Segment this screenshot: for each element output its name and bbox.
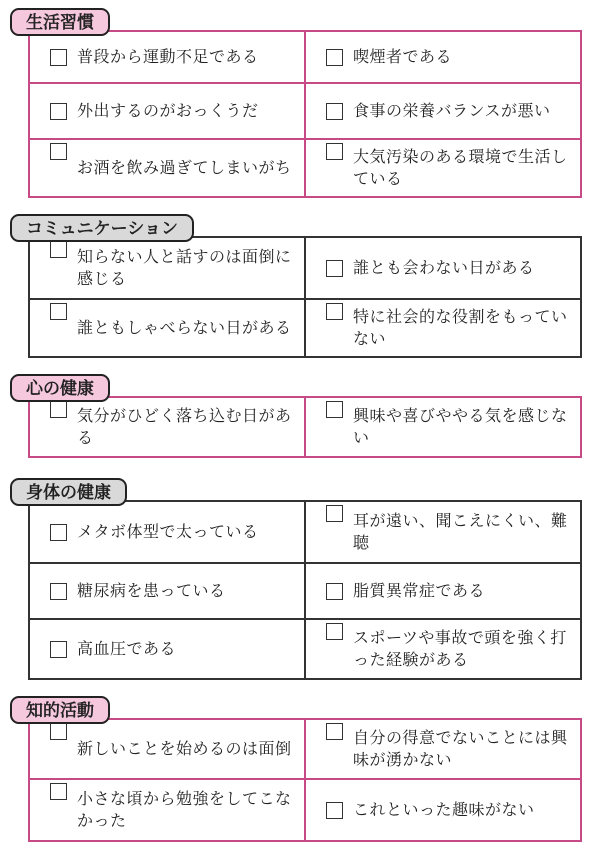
checklist-item[interactable]: 喫煙者である	[306, 32, 582, 84]
checklist-grid	[28, 236, 582, 358]
checklist-item[interactable]: メタボ体型で太っている	[30, 502, 306, 564]
checklist-item[interactable]: 糖尿病を患っている	[30, 564, 306, 620]
checkbox-icon[interactable]	[326, 623, 343, 640]
checkbox-icon[interactable]	[50, 303, 67, 320]
checkbox-icon[interactable]	[326, 143, 343, 160]
checklist-grid	[28, 500, 582, 680]
checklist-item[interactable]: 自分の得意でないことには興味が湧かない	[306, 720, 582, 780]
checkbox-icon[interactable]	[326, 260, 343, 277]
checkbox-icon[interactable]	[326, 49, 343, 66]
checkbox-icon[interactable]	[326, 401, 343, 418]
checkbox-icon[interactable]	[50, 241, 67, 258]
checklist-grid	[28, 30, 582, 198]
checklist-item[interactable]: 食事の栄養バランスが悪い	[306, 84, 582, 140]
checkbox-icon[interactable]	[50, 723, 67, 740]
checklist-item[interactable]: 小さな頃から勉強をしてこなかった	[30, 780, 306, 842]
checkbox-icon[interactable]	[326, 505, 343, 522]
checkbox-icon[interactable]	[50, 143, 67, 160]
checklist-item[interactable]: これといった趣味がない	[306, 780, 582, 842]
checklist-grid	[28, 718, 582, 842]
checklist-item[interactable]: 大気汚染のある環境で生活している	[306, 140, 582, 198]
section-title: 身体の健康	[10, 478, 127, 506]
checkbox-icon[interactable]	[50, 49, 67, 66]
checklist-item[interactable]: 脂質異常症である	[306, 564, 582, 620]
section-title: 心の健康	[10, 374, 110, 402]
checklist-item[interactable]: 高血圧である	[30, 620, 306, 680]
checkbox-icon[interactable]	[50, 524, 67, 541]
checklist-item[interactable]: 興味や喜びややる気を感じない	[306, 398, 582, 458]
checkbox-icon[interactable]	[50, 783, 67, 800]
checklist-item[interactable]: 新しいことを始めるのは面倒	[30, 720, 306, 780]
checklist-item[interactable]: スポーツや事故で頭を強く打った経験がある	[306, 620, 582, 680]
section-title: 生活習慣	[10, 8, 110, 36]
checklist-item[interactable]: お酒を飲み過ぎてしまいがち	[30, 140, 306, 198]
checkbox-icon[interactable]	[50, 103, 67, 120]
checkbox-icon[interactable]	[326, 103, 343, 120]
checklist-item[interactable]: 耳が遠い、聞こえにくい、難聴	[306, 502, 582, 564]
checklist-item[interactable]: 外出するのがおっくうだ	[30, 84, 306, 140]
checkbox-icon[interactable]	[50, 583, 67, 600]
checklist-item[interactable]: 誰とも会わない日がある	[306, 238, 582, 300]
checklist-item[interactable]: 特に社会的な役割をもっていない	[306, 300, 582, 358]
checkbox-icon[interactable]	[50, 641, 67, 658]
checklist-item[interactable]: 知らない人と話すのは面倒に感じる	[30, 238, 306, 300]
checklist-item[interactable]: 誰ともしゃべらない日がある	[30, 300, 306, 358]
checkbox-icon[interactable]	[50, 401, 67, 418]
checkbox-icon[interactable]	[326, 802, 343, 819]
section-title: コミュニケーション	[10, 214, 194, 242]
checkbox-icon[interactable]	[326, 583, 343, 600]
checkbox-icon[interactable]	[326, 723, 343, 740]
checklist-grid	[28, 396, 582, 458]
checkbox-icon[interactable]	[326, 303, 343, 320]
section-title: 知的活動	[10, 696, 110, 724]
checklist-item[interactable]: 気分がひどく落ち込む日がある	[30, 398, 306, 458]
checklist-item[interactable]: 普段から運動不足である	[30, 32, 306, 84]
